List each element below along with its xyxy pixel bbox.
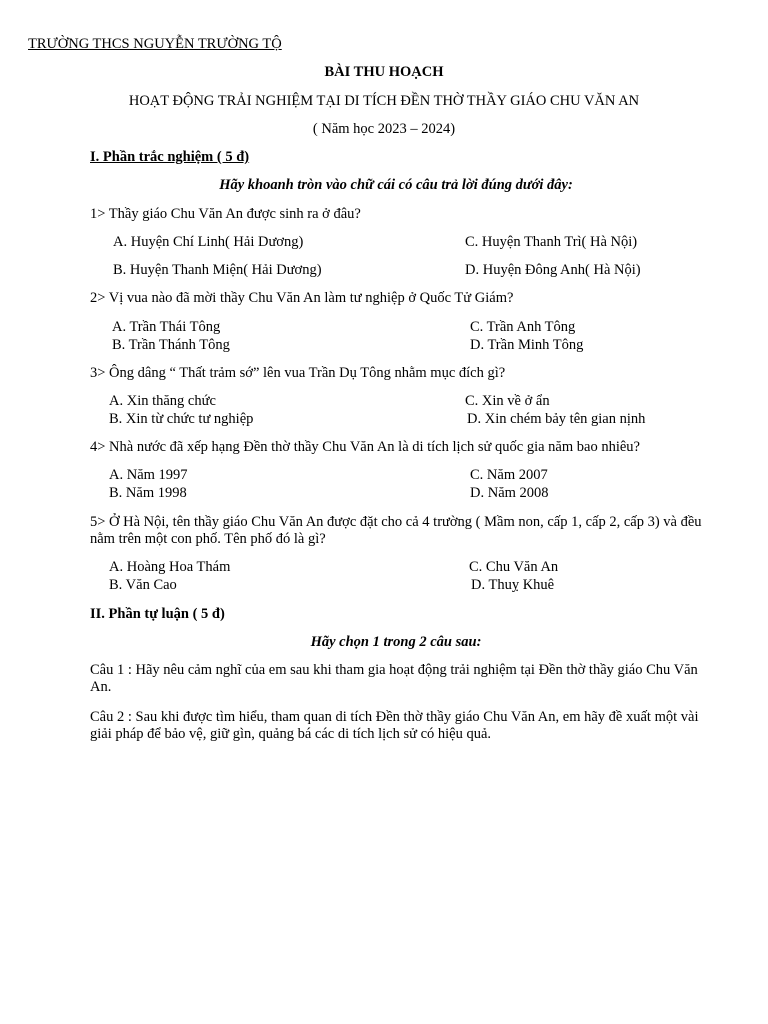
q5-option-b: B. Văn Cao xyxy=(109,577,177,593)
question-3: 3> Ông dâng “ Thất trảm sớ” lên vua Trần Dụ Tông nhằm mục đích gì? xyxy=(90,365,506,381)
q1-option-d: D. Huyện Đông Anh( Hà Nội) xyxy=(465,262,641,278)
school-year: ( Năm học 2023 – 2024) xyxy=(312,121,456,137)
q4-option-b: B. Năm 1998 xyxy=(109,485,187,501)
q1-option-a: A. Huyện Chí Linh( Hải Dương) xyxy=(113,234,304,250)
part2-instruction: Hãy chọn 1 trong 2 câu sau: xyxy=(310,634,482,650)
question-2: 2> Vị vua nào đã mời thầy Chu Văn An làm tư nghiệp ở Quốc Tử Giám? xyxy=(90,290,514,306)
document-subtitle: HOẠT ĐỘNG TRẢI NGHIỆM TẠI DI TÍCH ĐỀN THỜ THẦY GIÁO CHU VĂN AN xyxy=(128,93,640,109)
q2-option-c: C. Trần Anh Tông xyxy=(470,319,576,335)
school-name: TRƯỜNG THCS NGUYỄN TRƯỜNG TỘ xyxy=(28,36,282,52)
question-4: 4> Nhà nước đã xếp hạng Đền thờ thầy Chu Văn An là di tích lịch sử quốc gia năm bao nhiêu? xyxy=(90,439,640,455)
q2-option-a: A. Trần Thái Tông xyxy=(112,319,221,335)
document-title: BÀI THU HOẠCH xyxy=(324,64,444,80)
q4-option-d: D. Năm 2008 xyxy=(470,485,549,501)
q4-option-a: A. Năm 1997 xyxy=(109,467,188,483)
q3-option-a: A. Xin thăng chức xyxy=(109,393,216,409)
q5-option-d: D. Thuỵ Khuê xyxy=(471,577,555,593)
part1-instruction: Hãy khoanh tròn vào chữ cái có câu trả lời đúng dưới đây: xyxy=(219,177,573,193)
essay-question-1: Câu 1 : Hãy nêu cảm nghĩ của em sau khi tham gia hoạt động trải nghiệm tại Đền thờ thầy giáo Chu Văn An. xyxy=(90,662,698,695)
q5-option-a: A. Hoàng Hoa Thám xyxy=(109,559,231,575)
q2-option-d: D. Trần Minh Tông xyxy=(470,337,584,353)
q2-option-b: B. Trần Thánh Tông xyxy=(112,337,230,353)
q1-option-b: B. Huyện Thanh Miện( Hải Dương) xyxy=(113,262,322,278)
q1-option-c: C. Huyện Thanh Trì( Hà Nội) xyxy=(465,234,638,250)
q5-option-c: C. Chu Văn An xyxy=(469,559,559,575)
part2-heading: II. Phần tự luận ( 5 đ) xyxy=(90,606,225,622)
q4-option-c: C. Năm 2007 xyxy=(470,467,548,483)
question-1: 1> Thầy giáo Chu Văn An được sinh ra ở đâu? xyxy=(90,206,361,222)
q3-option-c: C. Xin về ở ẩn xyxy=(465,393,550,409)
q3-option-d: D. Xin chém bảy tên gian nịnh xyxy=(467,411,646,427)
essay-question-2: Câu 2 : Sau khi được tìm hiểu, tham quan di tích Đền thờ thầy giáo Chu Văn An, em hãy đề xuất một vài giải pháp để bảo vệ, giữ gìn, quảng bá các di tích lịch sử có hiệu quả. xyxy=(90,709,699,742)
q3-option-b: B. Xin từ chức tư nghiệp xyxy=(109,411,254,427)
question-5: 5> Ở Hà Nội, tên thầy giáo Chu Văn An được đặt cho cả 4 trường ( Mầm non, cấp 1, cấp 2, cấp 3) và đều nằm trên một con phố. Tên phố đó là gì? xyxy=(90,514,702,547)
part1-heading: I. Phần trắc nghiệm ( 5 đ) xyxy=(90,149,250,165)
